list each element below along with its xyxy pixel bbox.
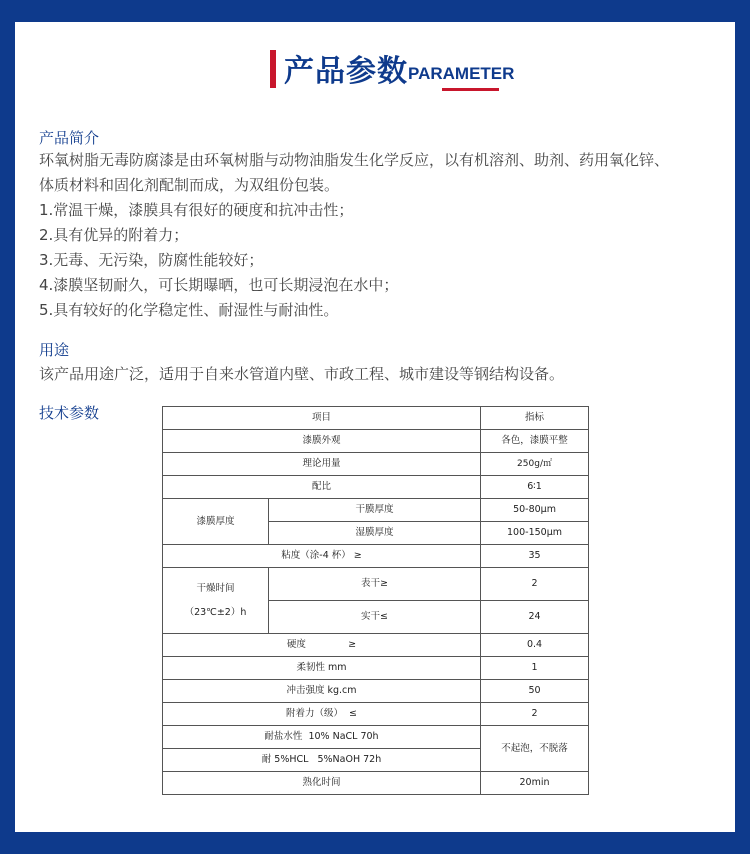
title-chinese: 产品参数 bbox=[284, 54, 408, 89]
cell-usage-amount-value: 250g/㎡ bbox=[481, 453, 589, 476]
cell-thickness-label: 漆膜厚度 bbox=[163, 499, 269, 545]
cell-viscosity-label: 粘度（涂-4 杯） ≥ bbox=[163, 545, 481, 568]
table-row bbox=[163, 476, 589, 499]
feature-4: 4.漆膜坚韧耐久，可长期曝晒，也可长期浸泡在水中； bbox=[39, 276, 399, 294]
cell-flexibility-value: 1 bbox=[481, 657, 589, 680]
intro-line-1: 环氧树脂无毒防腐漆是由环氧树脂与动物油脂发生化学反应，以有机溶剂、助剂、药用氧化锌、 bbox=[39, 151, 670, 169]
tech-heading: 技术参数 bbox=[39, 404, 100, 422]
title-underline bbox=[442, 88, 499, 91]
cell-surface-dry-value: 2 bbox=[481, 568, 589, 601]
table-row bbox=[163, 407, 589, 430]
cell-adhesion-value: 2 bbox=[481, 703, 589, 726]
table-row bbox=[163, 657, 589, 680]
table-row bbox=[163, 430, 589, 453]
cell-appearance-label: 漆膜外观 bbox=[163, 430, 481, 453]
intro-line-2: 体质材料和固化剂配制而成，为双组份包装。 bbox=[39, 176, 340, 194]
cell-curing-label: 熟化时间 bbox=[163, 772, 481, 795]
cell-acid-alkali-label: 耐 5%HCL 5%NaOH 72h bbox=[163, 749, 481, 772]
drying-label-line-1: 干燥时间 bbox=[196, 582, 235, 594]
cell-appearance-value: 各色，漆膜平整 bbox=[481, 430, 589, 453]
cell-resistance-value: 不起泡，不脱落 bbox=[481, 726, 589, 772]
cell-usage-amount-label: 理论用量 bbox=[163, 453, 481, 476]
cell-flexibility-label: 柔韧性 mm bbox=[163, 657, 481, 680]
table-row bbox=[163, 726, 589, 749]
cell-ratio-value: 6∶1 bbox=[481, 476, 589, 499]
usage-text: 该产品用途广泛，适用于自来水管道内壁、市政工程、城市建设等钢结构设备。 bbox=[39, 365, 565, 383]
cell-hard-dry-label: 实干≤ bbox=[269, 601, 481, 634]
table-header-item: 项目 bbox=[163, 407, 481, 430]
cell-wet-film-value: 100-150μm bbox=[481, 522, 589, 545]
table-row bbox=[163, 453, 589, 476]
feature-2: 2.具有优异的附着力； bbox=[39, 226, 189, 244]
table-row bbox=[163, 772, 589, 795]
feature-3: 3.无毒、无污染，防腐性能较好； bbox=[39, 251, 264, 269]
intro-heading: 产品简介 bbox=[39, 129, 100, 147]
feature-1: 1.常温干燥，漆膜具有很好的硬度和抗冲击性； bbox=[39, 201, 354, 219]
cell-hardness-value: 0.4 bbox=[481, 634, 589, 657]
table-row bbox=[163, 634, 589, 657]
title-accent-bar bbox=[270, 50, 276, 88]
cell-curing-value: 20min bbox=[481, 772, 589, 795]
feature-5: 5.具有较好的化学稳定性、耐湿性与耐油性。 bbox=[39, 301, 339, 319]
cell-surface-dry-label: 表干≥ bbox=[269, 568, 481, 601]
table-header-value: 指标 bbox=[481, 407, 589, 430]
table-row bbox=[163, 680, 589, 703]
cell-impact-value: 50 bbox=[481, 680, 589, 703]
title-english: PARAMETER bbox=[408, 64, 515, 83]
usage-heading: 用途 bbox=[39, 341, 70, 359]
cell-hardness-label: 硬度 ≥ bbox=[163, 634, 481, 657]
table-row bbox=[163, 545, 589, 568]
cell-impact-label: 冲击强度 kg.cm bbox=[163, 680, 481, 703]
cell-hard-dry-value: 24 bbox=[481, 601, 589, 634]
cell-viscosity-value: 35 bbox=[481, 545, 589, 568]
table-row bbox=[163, 568, 589, 601]
cell-dry-film-label: 干膜厚度 bbox=[269, 499, 481, 522]
table-row bbox=[163, 703, 589, 726]
drying-label-line-2: （23℃±2）h bbox=[184, 606, 247, 618]
spec-table bbox=[162, 406, 589, 795]
cell-ratio-label: 配比 bbox=[163, 476, 481, 499]
table-row bbox=[163, 499, 589, 522]
cell-wet-film-label: 湿膜厚度 bbox=[269, 522, 481, 545]
content-panel bbox=[15, 22, 735, 832]
cell-drying-label bbox=[163, 568, 269, 634]
cell-salt-water-label: 耐盐水性 10% NaCL 70h bbox=[163, 726, 481, 749]
cell-dry-film-value: 50-80μm bbox=[481, 499, 589, 522]
cell-adhesion-label: 附着力（级） ≤ bbox=[163, 703, 481, 726]
